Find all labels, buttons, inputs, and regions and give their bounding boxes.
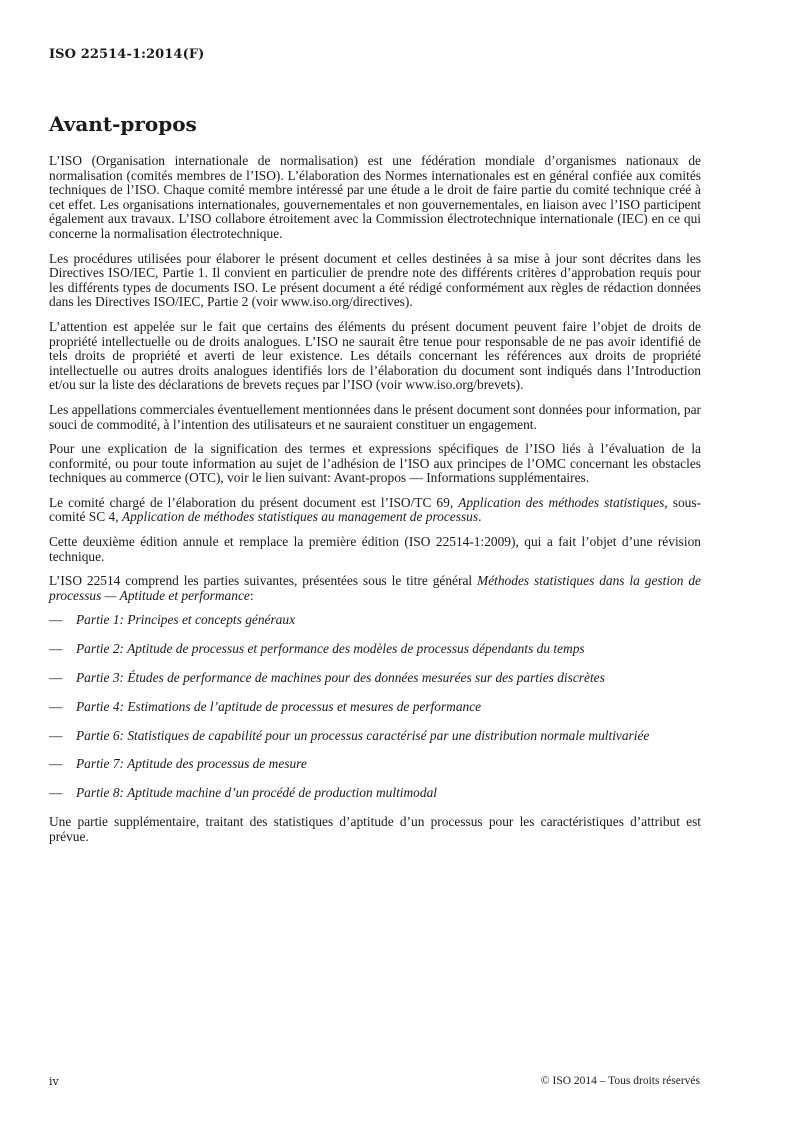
em-dash-bullet bbox=[49, 700, 62, 715]
page-title: Avant-propos bbox=[49, 112, 197, 136]
foreword-body bbox=[49, 154, 701, 854]
list-item: — Partie 1: Principes et concepts généraux bbox=[49, 613, 701, 628]
committee-sc-title: Application de méthodes statistiques au management de processus bbox=[121, 509, 479, 525]
parts-intro-colon: : bbox=[249, 587, 254, 603]
paragraph-additional-part: Une partie supplémentaire, traitant des statistiques d’aptitude d’un processus pour les caractéristiques d’attribut est prévue. bbox=[49, 813, 701, 844]
committee-text-2: , sous-comité SC 4, bbox=[49, 494, 702, 525]
committee-text-1: Le comité chargé de l’élaboration du présent document est l’ISO/TC 69, bbox=[49, 494, 459, 510]
general-title: Méthodes statistiques dans la gestion de processus — Aptitude et performance bbox=[49, 573, 701, 603]
page-number: iv bbox=[49, 1075, 59, 1088]
list-item: — Partie 8: Aptitude machine d’un procédé de production multimodal bbox=[49, 786, 701, 801]
list-item: — Partie 2: Aptitude de processus et performance des modèles de processus dépendants du temps bbox=[49, 642, 701, 657]
list-item: — Partie 3: Études de performance de machines pour des données mesurées sur des parties discrètes bbox=[49, 671, 701, 686]
em-dash-bullet bbox=[49, 613, 62, 628]
paragraph-edition: Cette deuxième édition annule et remplace la première édition (ISO 22514-1:2009), qui a fait l’objet d’une révision technique. bbox=[49, 534, 701, 564]
em-dash-bullet bbox=[49, 786, 62, 801]
document-id-header: ISO 22514-1:2014(F) bbox=[49, 47, 205, 62]
list-item: — Partie 6: Statistiques de capabilité pour un processus caractérisé par une distribution normale multivariée bbox=[49, 729, 701, 744]
list-item: — Partie 7: Aptitude des processus de mesure bbox=[49, 757, 701, 772]
committee-text-3: . bbox=[478, 509, 482, 525]
em-dash-bullet bbox=[49, 642, 62, 657]
paragraph-conformity: Pour une explication de la signification des termes et expressions spécifiques de l’ISO liés à l’évaluation de la conformité, ou pour toute information au sujet de l’adhésion de l’ISO aux principes de l’OMC concernant les obstacles techniques au commerce (OTC), voir le lien suivant: Avant-propos — Informations supplémentaires. bbox=[49, 441, 701, 486]
paragraph-iso-intro: L’ISO (Organisation internationale de normalisation) est une fédération mondiale d’organismes nationaux de normalisation (comités membres de l’ISO). L’élaboration des Normes internationales est en général confiée aux comités techniques de l’ISO. Chaque comité membre intéressé par une étude a le droit de faire partie du comité technique créé à cet effet. Les organisations internationales, gouvernementales et non gouvernementales, en liaison avec l’ISO participent également aux travaux. L’ISO collabore étroitement avec la Commission électrotechnique internationale (IEC) en ce qui concerne la normalisation électrotechnique. bbox=[49, 153, 701, 241]
em-dash-bullet bbox=[49, 729, 62, 744]
em-dash-bullet bbox=[49, 757, 62, 772]
paragraph-patent-rights: L’attention est appelée sur le fait que certains des éléments du présent document peuvent faire l’objet de droits de propriété intellectuelle ou de droits analogues. L’ISO ne saurait être tenue pour responsable de ne pas avoir identifié de tels droits de propriété et averti de leur existence. Les détails concernant les références aux droits de propriété intellectuelle ou autres droits analogues identifiés lors de l’élaboration du document sont indiqués dans l’Introduction et/ou sur la liste des déclarations de brevets reçues par l’ISO (voir www.iso.org/brevets). bbox=[49, 318, 701, 393]
list-item: — Partie 4: Estimations de l’aptitude de processus et mesures de performance bbox=[49, 700, 701, 715]
parts-intro-text: L’ISO 22514 comprend les parties suivantes, présentées sous le titre général bbox=[49, 573, 478, 589]
paragraph-parts-intro bbox=[49, 574, 701, 603]
committee-tc-title: Application des méthodes statistiques bbox=[458, 494, 665, 510]
paragraph-committee bbox=[49, 496, 701, 525]
em-dash-bullet bbox=[49, 671, 62, 686]
parts-list bbox=[49, 613, 701, 800]
paragraph-trade-names: Les appellations commerciales éventuellement mentionnées dans le présent document sont données pour information, par souci de commodité, à l’intention des utilisateurs et ne sauraient constituer un engagement. bbox=[49, 401, 701, 432]
paragraph-procedures: Les procédures utilisées pour élaborer le présent document et celles destinées à sa mise à jour sont décrites dans les Directives ISO/IEC, Partie 1. Il convient en particulier de prendre note des différents critères d’approbation requis pour les différents types de documents ISO. Le présent document a été rédigé conformément aux règles de rédaction données dans les Directives ISO/IEC, Partie 2 (voir www.iso.org/directives). bbox=[49, 250, 701, 310]
copyright-notice: © ISO 2014 – Tous droits réservés bbox=[540, 1075, 700, 1087]
